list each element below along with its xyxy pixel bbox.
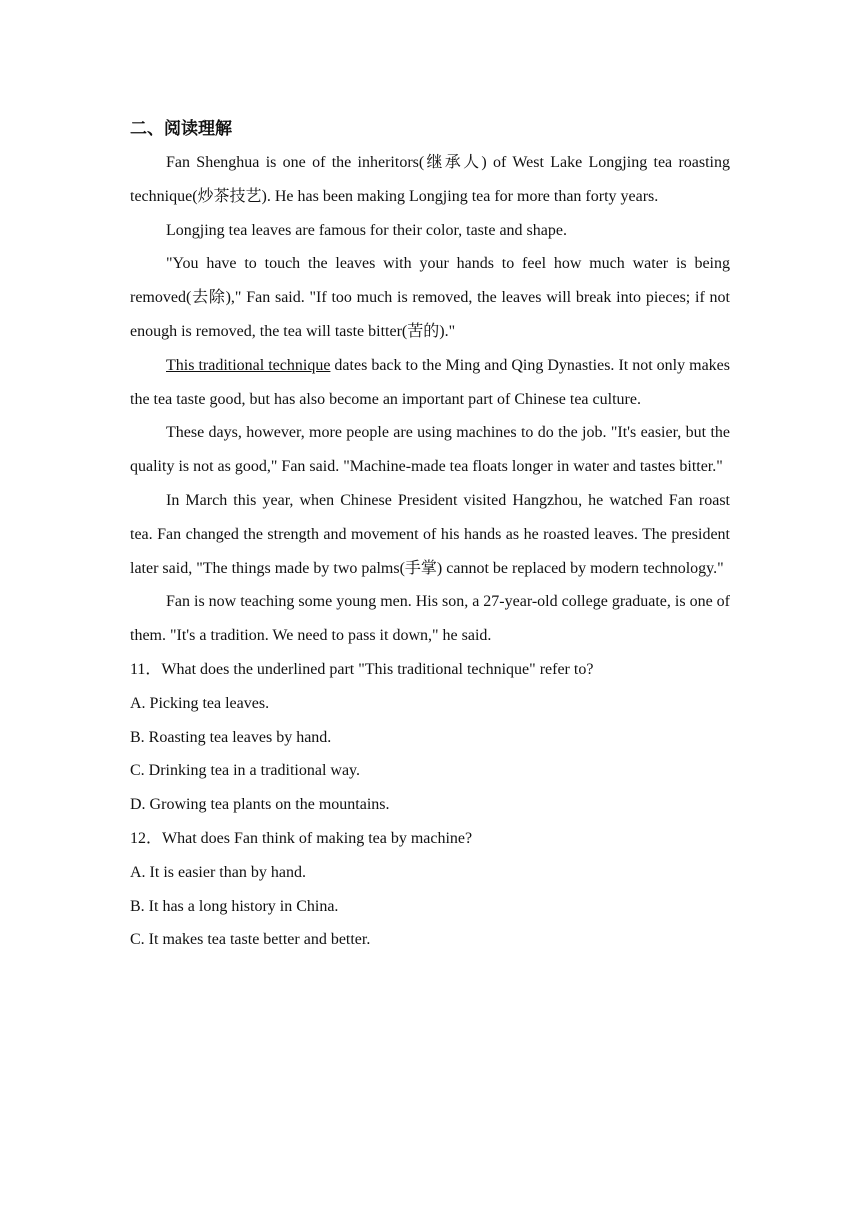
- passage-paragraph-3: "You have to touch the leaves with your hands to feel how much water is being removed(去除)," Fan said. "If too much is removed, the leaves will break into pieces; if not enough is removed, the tea will taste bitter(苦的).": [130, 255, 730, 340]
- question-11: [130, 653, 730, 822]
- option-b: B. Roasting tea leaves by hand.: [130, 728, 332, 746]
- passage-paragraph-5: These days, however, more people are using machines to do the job. "It's easier, but the quality is not as good," Fan said. "Machine-made tea floats longer in water and tastes bitter.": [130, 424, 730, 476]
- underlined-phrase: This traditional technique: [166, 356, 331, 374]
- option-c: C. Drinking tea in a traditional way.: [130, 762, 361, 780]
- passage-paragraph-1: Fan Shenghua is one of the inheritors(继承人) of West Lake Longjing tea roasting technique(炒茶技艺). He has been making Longjing tea for more than forty years.: [130, 154, 730, 205]
- passage-paragraph-2: Longjing tea leaves are famous for their color, taste and shape.: [166, 221, 567, 239]
- passage-paragraph-4-rest: dates back to the Ming and Qing Dynasties. It not only makes the tea taste good, but has also become an important part of Chinese tea culture.: [130, 356, 730, 408]
- passage-paragraph-7: Fan is now teaching some young men. His son, a 27-year-old college graduate, is one of them. "It's a tradition. We need to pass it down," he said.: [130, 593, 730, 645]
- option-c: C. It makes tea taste better and better.: [130, 931, 371, 949]
- section-title: 二、阅读理解: [130, 119, 232, 139]
- option-a: A. Picking tea leaves.: [130, 694, 270, 712]
- question-12: [130, 822, 730, 957]
- option-d: D. Growing tea plants on the mountains.: [130, 796, 390, 814]
- option-a: A. It is easier than by hand.: [130, 863, 306, 881]
- passage-paragraph-6: In March this year, when Chinese President visited Hangzhou, he watched Fan roast tea. Fan changed the strength and movement of his hands as he roasted leaves. The president later said, "The things made by two palms(手掌) cannot be replaced by modern technology.": [130, 491, 730, 577]
- question-stem: 11．What does the underlined part "This traditional technique" refer to?: [130, 660, 594, 678]
- passage-paragraph-4: [130, 349, 730, 417]
- option-b: B. It has a long history in China.: [130, 897, 339, 915]
- question-stem: 12．What does Fan think of making tea by machine?: [130, 829, 473, 847]
- document-page: [130, 112, 730, 957]
